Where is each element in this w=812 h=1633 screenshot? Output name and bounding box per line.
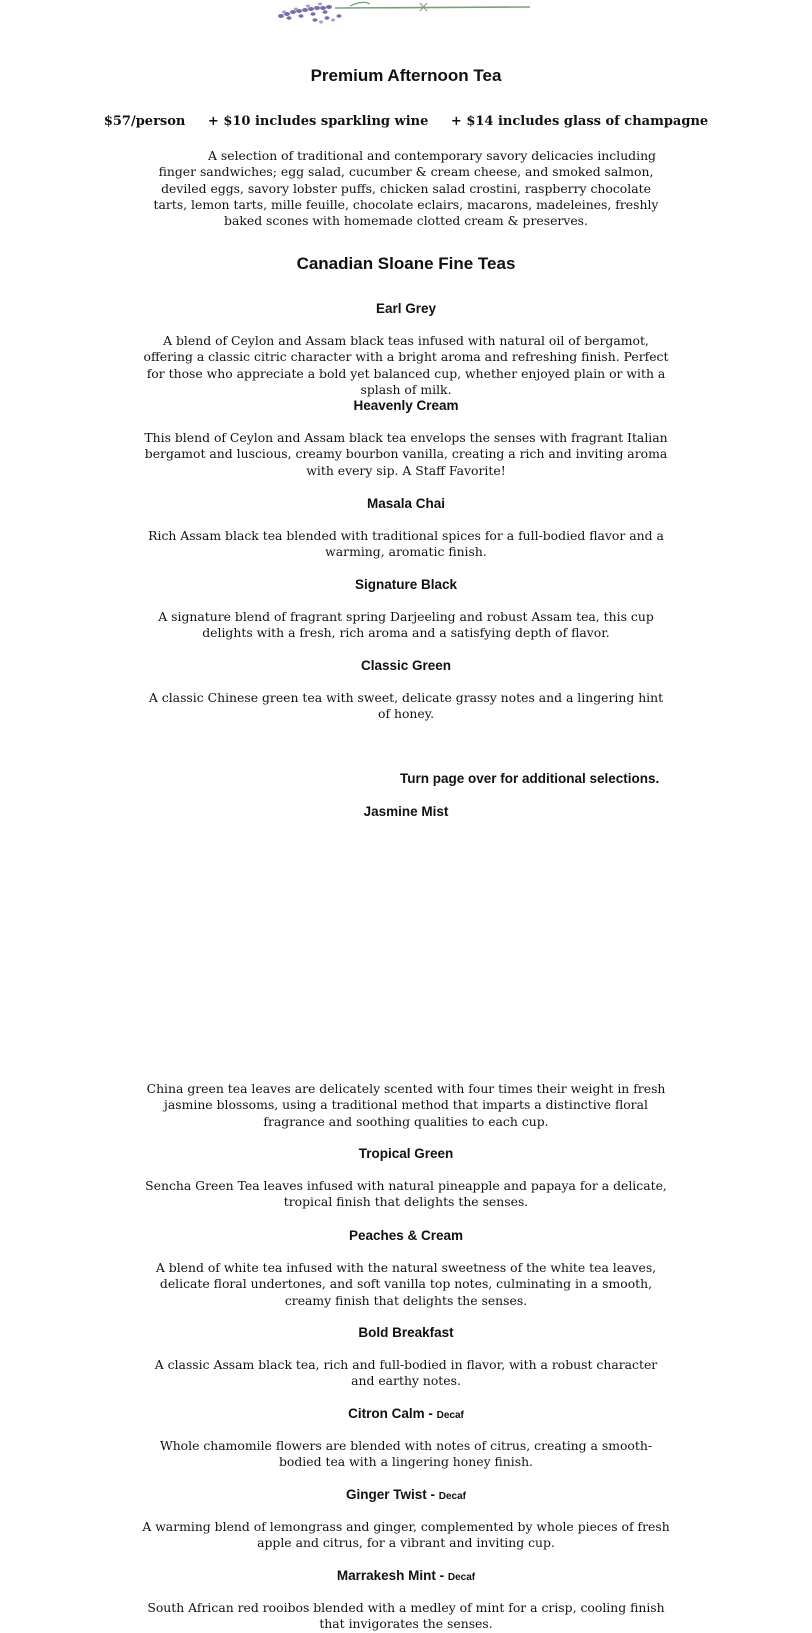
tea-description-heavenly-cream: This blend of Ceylon and Assam black tea envelops the senses with fragrant Italian bergamot and luscious, creamy bourbon vanilla, creating a rich and inviting aroma with every sip. A Staff Favorite!	[144, 430, 668, 478]
price-champagne: + $14 includes glass of champagne	[450, 114, 709, 129]
afternoon-tea-description: A selection of traditional and contemporary savory delicacies including finger sandwiches; egg salad, cucumber & cream cheese, and smoked salmon, deviled eggs, savory lobster puffs, chicken salad crostini, raspberry chocolate tarts, lemon tarts, mille feuille, chocolate eclairs, macarons, madeleines, freshly baked scones with homemade clotted cream & preserves.	[153, 148, 659, 229]
page-title: Premium Afternoon Tea	[310, 66, 502, 85]
price-sparkling-wine: + $10 includes sparkling wine	[207, 114, 429, 129]
lavender-sprig-icon	[275, 0, 535, 24]
tea-description-marrakesh-mint: South African red rooibos blended with a medley of mint for a crisp, cooling finish that invigorates the senses.	[147, 1600, 665, 1632]
price-line	[0, 114, 812, 129]
tea-name-bold-breakfast: Bold Breakfast	[358, 1325, 454, 1340]
tea-description-ginger-twist: A warming blend of lemongrass and ginger, complemented by whole pieces of fresh apple and citrus, for a vibrant and inviting cup.	[142, 1519, 670, 1551]
price-base: $57/person	[103, 114, 186, 129]
tea-name-peaches-cream: Peaches & Cream	[348, 1228, 464, 1243]
decaf-label: Decaf	[436, 1410, 464, 1421]
tea-name-classic-green: Classic Green	[360, 658, 452, 673]
tea-name-earl-grey: Earl Grey	[375, 301, 437, 316]
tea-name-marrakesh-mint: Marrakesh Mint - Decaf	[336, 1568, 476, 1583]
tea-description-peaches-cream: A blend of white tea infused with the natural sweetness of the white tea leaves, delicate floral undertones, and soft vanilla top notes, culminating in a smooth, creamy finish that delights the senses.	[155, 1260, 657, 1308]
tea-name-tropical-green: Tropical Green	[358, 1146, 454, 1161]
tea-description-jasmine-mist: China green tea leaves are delicately scented with four times their weight in fresh jasmine blossoms, using a traditional method that imparts a distinctive floral fragrance and soothing qualities to each cup.	[146, 1081, 666, 1129]
tea-name-signature-black: Signature Black	[354, 577, 458, 592]
tea-description-signature-black: A signature blend of fragrant spring Darjeeling and robust Assam tea, this cup delights with a fresh, rich aroma and a satisfying depth of flavor.	[158, 609, 654, 641]
decaf-label: Decaf	[447, 1572, 476, 1583]
tea-description-bold-breakfast: A classic Assam black tea, rich and full-bodied in flavor, with a robust character and earthy notes.	[154, 1357, 658, 1389]
tea-description-citron-calm: Whole chamomile flowers are blended with notes of citrus, creating a smooth-bodied tea with a lingering honey finish.	[159, 1438, 653, 1470]
tea-name-heavenly-cream: Heavenly Cream	[353, 398, 459, 413]
decaf-label: Decaf	[438, 1491, 466, 1502]
tea-description-earl-grey: A blend of Ceylon and Assam black teas infused with natural oil of bergamot, offering a classic citric character with a bright aroma and refreshing finish. Perfect for those who appreciate a bold yet balanced cup, whether enjoyed plain or with a splash of milk.	[143, 333, 669, 397]
tea-name-masala-chai: Masala Chai	[366, 496, 446, 511]
tea-description-tropical-green: Sencha Green Tea leaves infused with natural pineapple and papaya for a delicate, tropical finish that delights the senses.	[145, 1178, 667, 1210]
tea-description-masala-chai: Rich Assam black tea blended with traditional spices for a full-bodied flavor and a warming, aromatic finish.	[148, 528, 664, 560]
turn-page-note: Turn page over for additional selections.	[400, 771, 660, 786]
tea-name-ginger-twist: Ginger Twist - Decaf	[345, 1487, 466, 1502]
section-title: Canadian Sloane Fine Teas	[296, 254, 516, 273]
tea-description-classic-green: A classic Chinese green tea with sweet, delicate grassy notes and a lingering hint of honey.	[148, 690, 664, 722]
tea-name-jasmine-mist: Jasmine Mist	[363, 804, 449, 819]
tea-name-citron-calm: Citron Calm - Decaf	[348, 1406, 464, 1421]
